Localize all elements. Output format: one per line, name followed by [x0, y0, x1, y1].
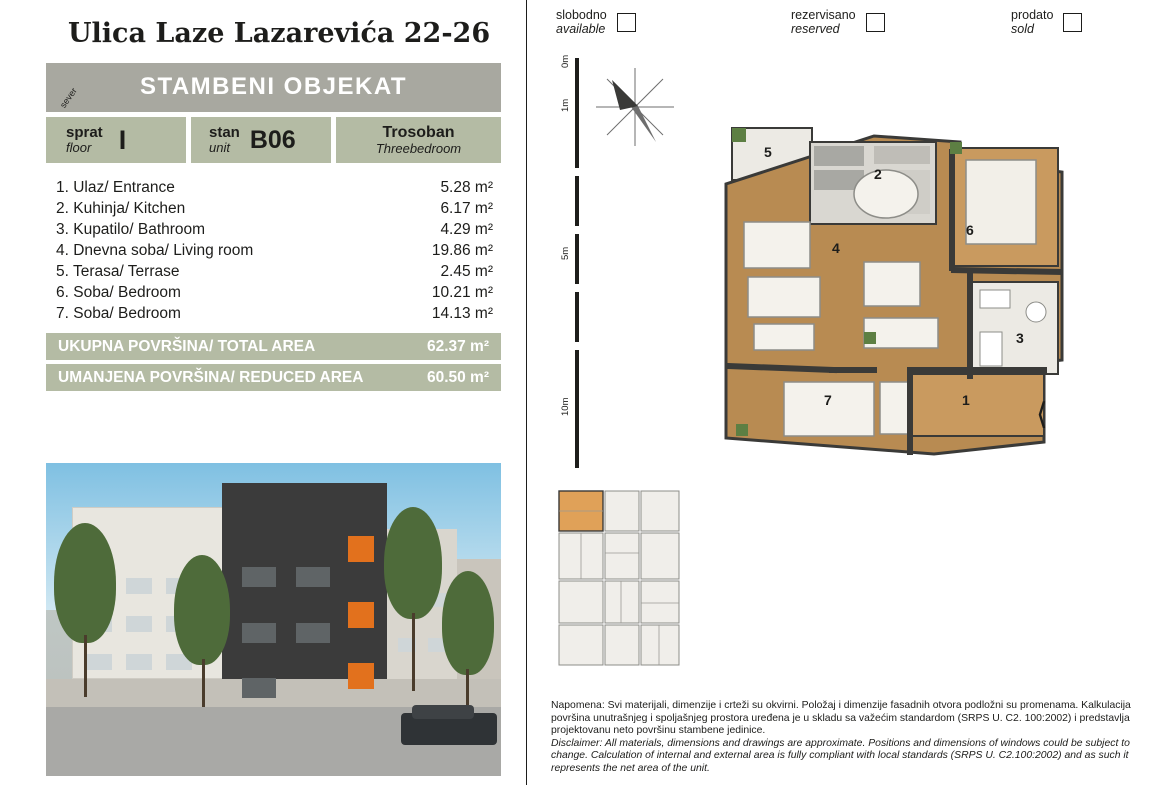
legend-available-label-en: available — [556, 22, 606, 36]
floor-label: sprat floor — [66, 124, 103, 156]
legend-reserved-label-sr: rezervisano — [791, 8, 856, 22]
vertical-divider — [526, 0, 527, 785]
disclaimer-en: Disclaimer: All materials, dimensions and drawings are approximate. Positions and dimensions of windows could be subject to change. Calculation of internal and external area is fully compliant with local standards (SRPS U. C2.100:2002) and as such it represents the net area of the unit. — [551, 737, 1130, 774]
reduced-area-bar — [46, 364, 501, 391]
list-item: 7. Soba/ Bedroom 14.13 m² — [56, 305, 493, 322]
list-item: 4. Dnevna soba/ Living room 19.86 m² — [56, 242, 493, 259]
building-photo — [46, 463, 501, 776]
legend-available-swatch — [617, 13, 636, 32]
unit-info-panel — [46, 10, 508, 391]
scale-tick-5m: 5m — [560, 246, 571, 260]
disclaimer-sr: Napomena: Svi materijali, dimenzije i crteži su okvirni. Položaj i dimenzije fasadnih otvora podložni su promenama. Kalkulacija površina unutrašnjeg i spoljašnjeg prostora uređena je u skladu sa važećim standardom (SRPS U. C2. 100:2002) i predstavlja projektovanu neto površinu stambene jedinice. — [551, 700, 1131, 737]
unit-summary-row — [46, 117, 501, 163]
list-item: 6. Soba/ Bedroom 10.21 m² — [56, 284, 493, 301]
list-item: 5. Terasa/ Terrase 2.45 m² — [56, 263, 493, 280]
key-plan — [551, 483, 688, 673]
total-area-bar — [46, 333, 501, 360]
legend-available-label-sr: slobodno — [556, 8, 607, 22]
unit-value: B06 — [249, 125, 296, 154]
list-item: 3. Kupatilo/ Bathroom 4.29 m² — [56, 221, 493, 238]
plan-number-4: 4 — [832, 240, 840, 256]
compass-icon — [590, 62, 680, 152]
unit-cell — [191, 117, 331, 163]
legend-sold — [1011, 8, 1082, 36]
legend-reserved-label-en: reserved — [791, 22, 840, 36]
unit-type-cell — [336, 117, 501, 163]
floor-cell — [46, 117, 186, 163]
legend-reserved — [791, 8, 885, 36]
plan-number-2: 2 — [874, 166, 882, 182]
plan-number-5: 5 — [764, 144, 772, 160]
unit-type-en: Threebedroom — [375, 140, 462, 156]
scale-bar-line — [575, 58, 579, 468]
chevron-left-icon[interactable]: ⟨ — [1036, 398, 1048, 431]
unit-label: stan unit — [209, 124, 240, 156]
scale-tick-0m: 0m — [560, 54, 571, 68]
legend-reserved-swatch — [866, 13, 885, 32]
list-item: 2. Kuhinja/ Kitchen 6.17 m² — [56, 200, 493, 217]
compass-north-label: sever — [58, 85, 79, 110]
floor-value: I — [118, 124, 127, 155]
floor-plan — [714, 112, 1082, 472]
plan-number-1: 1 — [962, 392, 970, 408]
unit-type-sr: Trosoban — [382, 124, 455, 142]
reduced-area-label: UMANJENA POVRŠINA/ REDUCED AREA — [58, 368, 364, 386]
scale-tick-10m: 10m — [560, 397, 571, 416]
list-item: 1. Ulaz/ Entrance 5.28 m² — [56, 179, 493, 196]
disclaimer — [551, 700, 1146, 776]
legend-sold-swatch — [1063, 13, 1082, 32]
plan-number-6: 6 — [966, 222, 974, 238]
total-area-label: UKUPNA POVRŠINA/ TOTAL AREA — [58, 337, 316, 355]
room-list — [46, 177, 501, 324]
scale-tick-1m: 1m — [560, 98, 571, 112]
reduced-area-value: 60.50 m² — [426, 368, 489, 386]
status-legend — [556, 6, 1146, 42]
legend-sold-label-sr: prodato — [1011, 8, 1054, 22]
plan-number-3: 3 — [1016, 330, 1024, 346]
total-area-value: 62.37 m² — [426, 337, 489, 355]
page-title: Ulica Laze Lazarevića 22-26 — [68, 18, 491, 49]
plan-number-7: 7 — [824, 392, 832, 408]
building-title-bar: STAMBENI OBJEKAT — [46, 63, 501, 112]
legend-sold-label-en: sold — [1011, 22, 1034, 36]
legend-available — [556, 8, 636, 36]
